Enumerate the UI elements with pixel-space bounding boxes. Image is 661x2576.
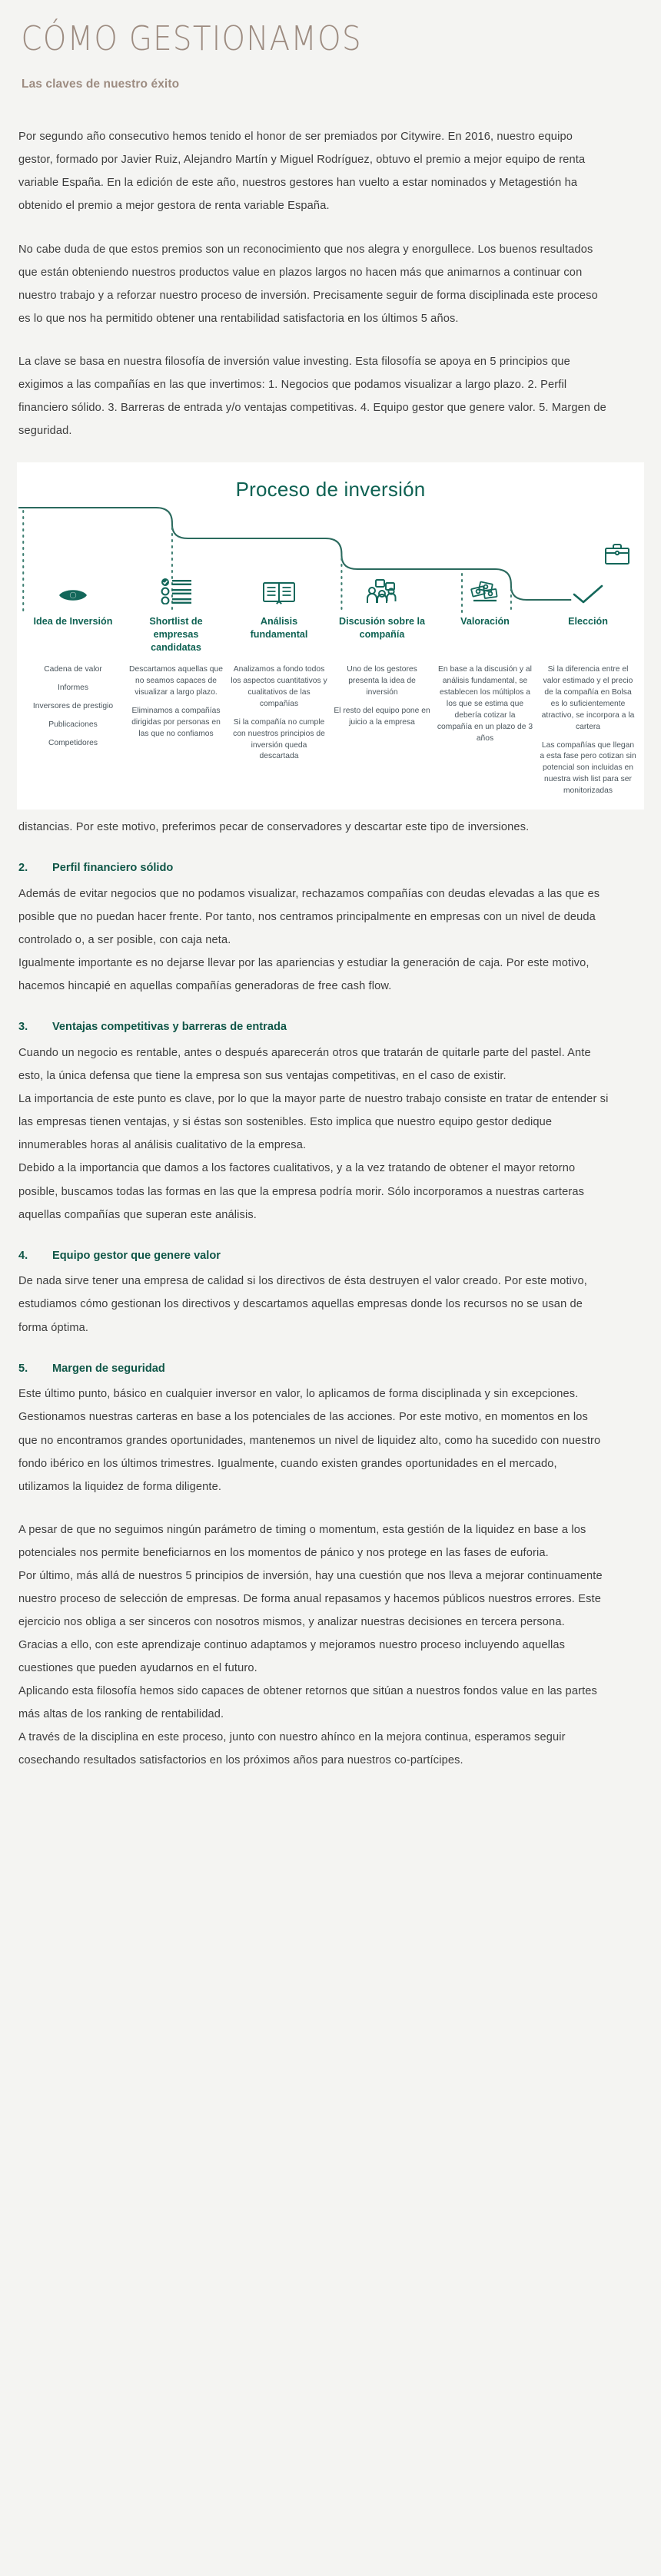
intro-paragraph-1: Por segundo año consecutivo hemos tenido el honor de ser premiados por Citywire. En 2016, nuestro equipo gestor, formado por Javier Ruiz, Alejandro Martín y Miguel Rodríguez, obtuvo el premio a mejor equipo de renta variable España. En la edición de este año, nuestros gestores han vuelto a estar nominados y Metagestión ha obtenido el premio a mejor gestora de renta variable España. <box>18 131 586 213</box>
section-heading-2 <box>18 859 609 878</box>
infographic-canvas <box>17 462 644 810</box>
section-title: Perfil financiero sólido <box>52 862 174 875</box>
open-book-icon <box>231 569 327 604</box>
process-step-shortlist <box>125 569 228 740</box>
section-2-paragraph-2: Igualmente importante es no dejarse llevar por las apariencias y estudiar la generación de caja. Por este motivo, hacemos hincapié en aquellas compañías generadoras de free cash flow. <box>18 957 590 993</box>
section-1-tail: distancias. Por este motivo, preferimos pecar de conservadores y descartar este tipo de inversiones. <box>18 821 530 834</box>
process-step-line: Competidores <box>48 738 98 747</box>
process-step-body <box>540 664 636 797</box>
process-step-title: Elección <box>568 616 608 627</box>
money-icon <box>437 569 533 604</box>
section-2-paragraph-1: Además de evitar negocios que no podamos visualizar, rechazamos compañías con deudas elevadas a las que es posible que no puedan hacer frente. Por tanto, nos centramos principalmente en empresas con un nivel de deuda controlado o, a ser posible, con caja neta. <box>18 888 600 947</box>
process-step-idea-de-inversion <box>22 569 125 750</box>
checkmark-icon <box>540 569 636 604</box>
process-step-body <box>437 664 533 744</box>
process-step-line: Publicaciones <box>48 720 98 729</box>
process-step-discusion <box>330 569 433 729</box>
intro-paragraph-2: No cabe duda de que estos premios son un reconocimiento que nos alegra y enorgullece. Los buenos resultados que están obteniendo nuestros productos value en plazos largos no hacen más que animarnos a continuar con nuestro trabajo y a reforzar nuestro proceso de inversión. Precisamente seguir de forma disciplinada este proceso es lo que nos ha permitido obtener una rentabilidad satisfactoria en los últimos 5 años. <box>18 243 598 325</box>
process-step-body <box>25 664 121 750</box>
process-step-title: Idea de Inversión <box>33 616 113 627</box>
section-title: Ventajas competitivas y barreras de entrada <box>52 1021 287 1034</box>
investment-process-infographic <box>0 462 661 810</box>
closing-paragraph-3: Gracias a ello, con este aprendizaje continuo adaptamos y mejoramos nuestro proceso incluyendo aquellas cuestiones que pueden ayudarnos en el futuro. <box>18 1639 566 1675</box>
section-3-paragraph-3: Debido a la importancia que damos a los factores cualitativos, y a la vez tratando de obtener el mayor retorno posible, buscamos todas las formas en las que la empresa podría morir. Sólo incorporamos a nuestras carteras aquellas compañías que superan este análisis. <box>18 1162 585 1221</box>
infographic-columns <box>17 569 644 797</box>
section-3-paragraph-2: La importancia de este punto es clave, por lo que la mayor parte de nuestro trabajo consiste en tratar de entender si las empresas tienen ventajas, y si éstas son sostenibles. Esto implica que nuestro equipo gestor dedique innumerables horas al análisis cualitativo de la empresa. <box>18 1093 609 1152</box>
process-step-line: Si la compañía no cumple con nuestros principios de inversión queda descartada <box>233 717 325 761</box>
process-step-body <box>128 664 224 740</box>
process-step-line: Descartamos aquellas que no seamos capaces de visualizar a largo plazo. <box>129 665 223 697</box>
closing-paragraph-5: A través de la disciplina en este proceso, junto con nuestro ahínco en la mejora continua, esperamos seguir cosechando resultados satisfactorios en los próximos años para nuestros co-partícipes. <box>18 1731 566 1767</box>
checklist-icon <box>128 569 224 604</box>
process-step-eleccion <box>536 569 639 797</box>
closing-paragraph-4: Aplicando esta filosofía hemos sido capaces de obtener retornos que sitúan a nuestros fondos value en las partes más altas de los ranking de rentabilidad. <box>18 1685 597 1721</box>
closing-paragraph-1: A pesar de que no seguimos ningún parámetro de timing o momentum, esta gestión de la liquidez en base a los potenciales nos permite beneficiarnos en los momentos de pánico y nos protege en las fases de euforia. <box>18 1523 586 1559</box>
section-heading-4 <box>18 1247 609 1266</box>
section-heading-3 <box>18 1018 609 1037</box>
eye-icon <box>25 569 121 604</box>
process-step-line: Inversores de prestigio <box>32 701 114 710</box>
page-subtitle: Las claves de nuestro éxito <box>22 78 180 91</box>
section-number: 3. <box>18 1021 28 1034</box>
process-step-line: Eliminamos a compañías dirigidas por personas en las que no confiamos <box>131 706 221 738</box>
process-step-analisis-fundamental <box>228 569 330 763</box>
process-step-valoracion <box>433 569 536 744</box>
process-step-line: Analizamos a fondo todos los aspectos cuantitativos y cualitativos de las compañías <box>231 665 327 708</box>
process-step-line: Uno de los gestores presenta la idea de inversión <box>347 665 417 697</box>
process-step-title: Discusión sobre la compañía <box>339 616 425 641</box>
section-4-paragraph-1: De nada sirve tener una empresa de calidad si los directivos de ésta destruyen el valor creado. Por este motivo, estudiamos cómo gestionan los directivos y descartamos aquellas empresas donde los recursos no se usan de forma óptima. <box>18 1275 587 1334</box>
process-step-line: El resto del equipo pone en juicio a la empresa <box>334 706 430 727</box>
process-step-line: En base a la discusión y al análisis fundamental, se establecen los múltiplos a los que se estima que debería cotizar la compañía en un plazo de 3 años <box>437 665 533 743</box>
section-title: Equipo gestor que genere valor <box>52 1249 221 1262</box>
article-body <box>0 125 661 442</box>
infographic-title: Proceso de inversión <box>235 478 426 502</box>
process-step-line: Informes <box>57 683 89 692</box>
section-5-paragraph-1: Este último punto, básico en cualquier inversor en valor, lo aplicamos de forma disciplinada y sin excepciones. Gestionamos nuestras carteras en base a los potenciales de las acciones. Por este motivo, en momentos en los que no encontramos grandes oportunidades, mantenemos un nivel de liquidez alto, como ha sucedido con nuestro fondo ibérico en los últimos trimestres. Igualmente, cuando existen grandes oportunidades en el mercado, utilizamos la liquidez de forma diligente. <box>18 1388 601 1493</box>
section-number: 2. <box>18 862 28 875</box>
process-step-line: Cadena de valor <box>44 665 102 674</box>
section-title: Margen de seguridad <box>52 1362 165 1375</box>
process-step-body <box>334 664 430 729</box>
process-step-title: Valoración <box>460 616 510 627</box>
page-header <box>0 0 661 91</box>
process-step-title: Shortlist de empresas candidatas <box>149 616 203 654</box>
section-number: 4. <box>18 1249 28 1262</box>
section-number: 5. <box>18 1362 28 1375</box>
intro-paragraph-3: La clave se basa en nuestra filosofía de inversión value investing. Esta filosofía se apoya en 5 principios que exigimos a las compañías en las que invertimos: 1. Negocios que podamos visualizar a largo plazo. 2. Perfil financiero sólido. 3. Barreras de entrada y/o ventajas competitivas. 4. Equipo gestor que genere valor. 5. Margen de seguridad. <box>18 355 606 437</box>
people-group-icon <box>334 569 430 604</box>
briefcase-icon <box>604 542 630 569</box>
page-title: CÓMO GESTIONAMOS <box>21 19 362 58</box>
section-3-paragraph-1: Cuando un negocio es rentable, antes o después aparecerán otros que tratarán de quitarle parte del pastel. Ante esto, la única defensa que tiene la empresa son sus ventajas competitivas, en el caso de existir. <box>18 1047 591 1083</box>
process-step-title: Análisis fundamental <box>250 616 308 641</box>
process-step-line: Las compañías que llegan a esta fase pero cotizan sin potencial son incluidas en nuestra wish list para ser monitorizadas <box>540 740 636 796</box>
article-body-continued <box>0 816 661 1772</box>
section-heading-5 <box>18 1359 609 1379</box>
process-step-line: Si la diferencia entre el valor estimado y el precio de la compañía en Bolsa es lo suficientemente atractivo, se incorpora a la cartera <box>541 665 635 731</box>
process-step-body <box>231 664 327 763</box>
closing-paragraph-2: Por último, más allá de nuestros 5 principios de inversión, hay una cuestión que nos lleva a mejorar continuamente nuestro proceso de selección de empresas. De forma anual repasamos y hacemos públicos nuestros errores. Este ejercicio nos obliga a ser sinceros con nosotros mismos, y analizar nuestras decisiones en tercera persona. <box>18 1569 603 1628</box>
